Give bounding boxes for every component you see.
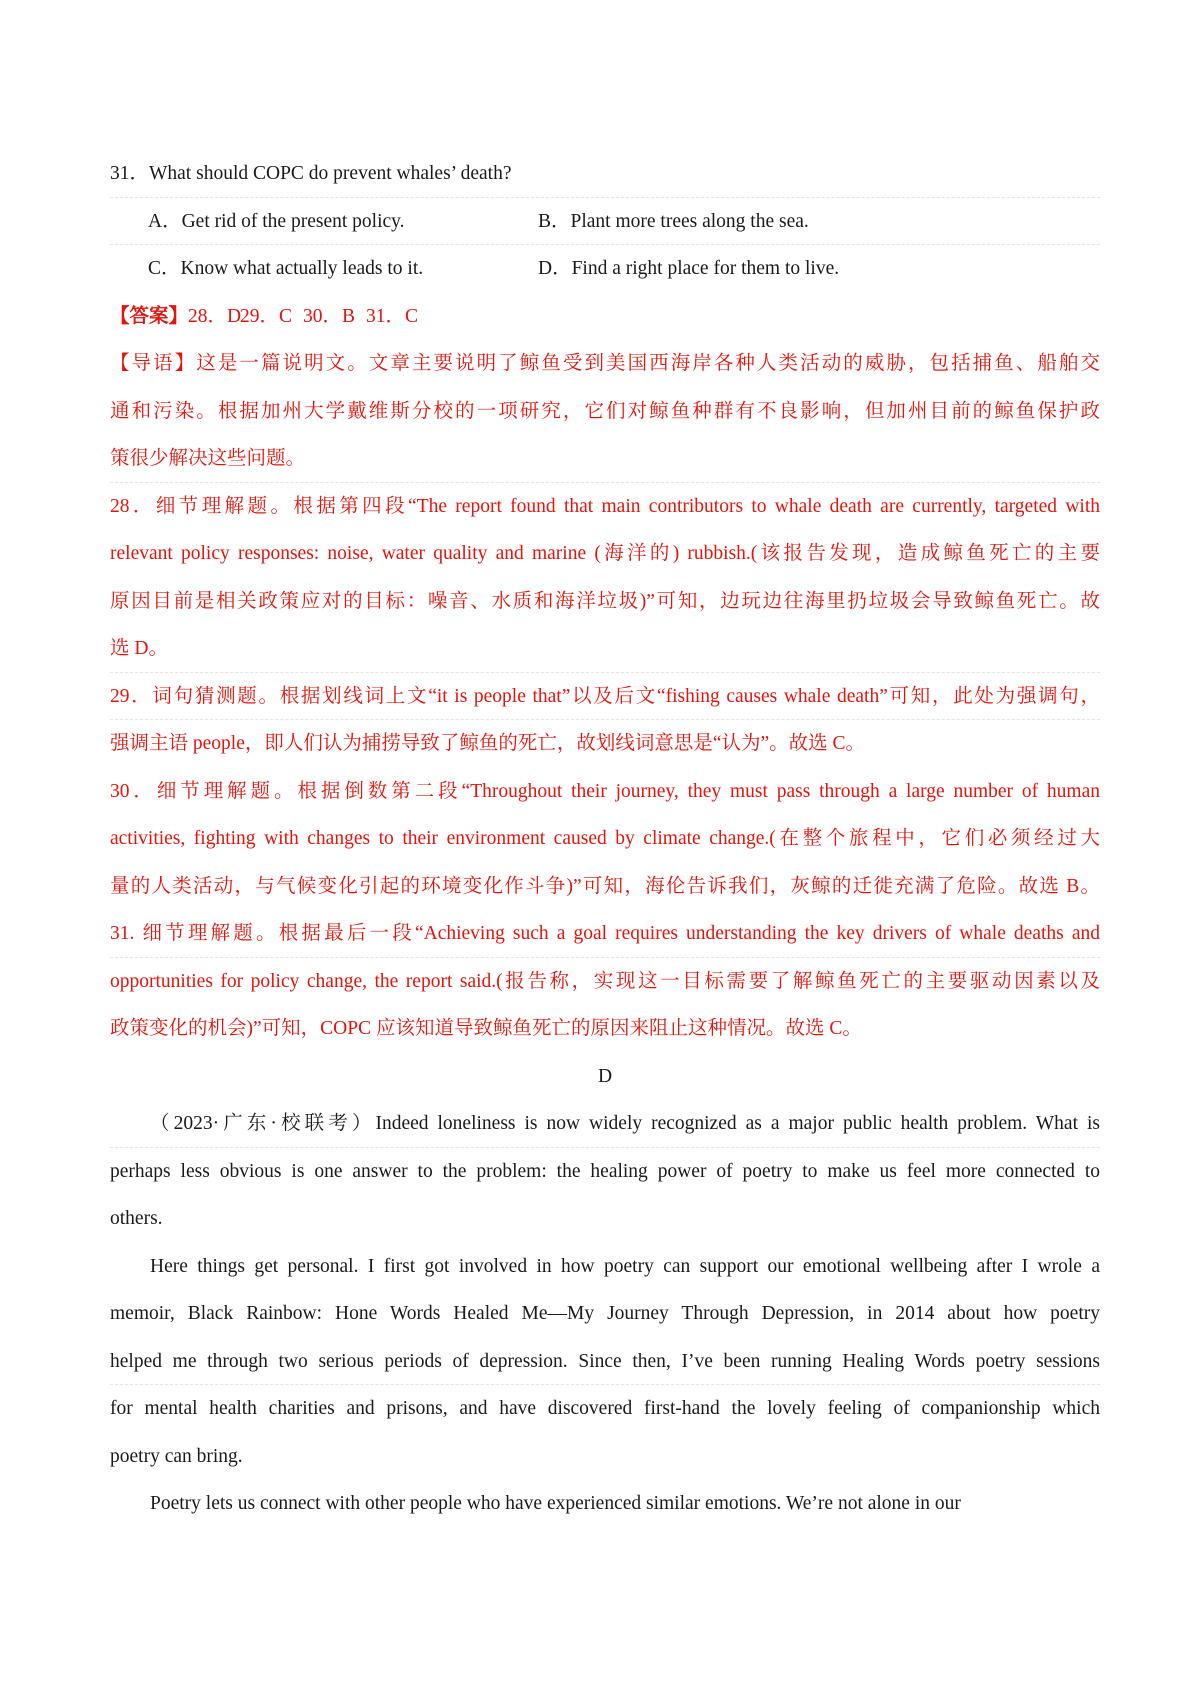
explanation-line: 政策变化的机会)”可知，COPC 应该知道导致鲸鱼死亡的原因来阻止这种情况。故选 C。 — [110, 1018, 862, 1039]
passage-paragraph-2 — [110, 1243, 1100, 1481]
passage-paragraph-3 — [110, 1480, 1100, 1528]
passage-line: Here things get personal. I first got involved in how poetry can support our emotional wellbeing after I wrole a — [150, 1255, 1100, 1277]
answer-label: 【答案】 — [110, 305, 189, 327]
guide-paragraph — [110, 340, 1100, 483]
guide-line: 策很少解决这些问题。 — [110, 435, 1100, 483]
explanation-line: activities, fighting with changes to their environment caused by climate change.(在整个旅程中，它们必须经过大 — [110, 828, 1100, 849]
answer-line — [110, 293, 1100, 341]
question-31-options-row-2 — [110, 245, 1100, 293]
explanation-line: 31. 细节理解题。根据最后一段“Achieving such a goal requires understanding the key drivers of whale deaths and — [110, 910, 1100, 958]
explanation-30 — [110, 768, 1100, 911]
answer-31: 31．C — [366, 305, 419, 327]
passage-paragraph-1 — [110, 1100, 1100, 1243]
passage-line: for mental health charities and prisons, and have discovered first-hand the lovely feeling of companionship which — [110, 1398, 1100, 1419]
explanation-line: 28．细节理解题。根据第四段“The report found that main contributors to whale death are currently, targeted with — [110, 495, 1100, 517]
explanation-line: 30．细节理解题。根据倒数第二段“Throughout their journey, they must pass through a large number of human — [110, 780, 1100, 802]
guide-line: 通和污染。根据加州大学戴维斯分校的一项研究，它们对鲸鱼种群有不良影响，但加州目前的鲸鱼保护政 — [110, 400, 1100, 422]
passage-line: helped me through two serious periods of depression. Since then, I’ve been running Healing Words poetry sessions — [110, 1338, 1100, 1386]
section-heading: D — [597, 1065, 613, 1087]
guide-line: 【导语】这是一篇说明文。文章主要说明了鲸鱼受到美国西海岸各种人类活动的威胁，包括捕鱼、船舶交 — [110, 353, 1100, 374]
document-page — [110, 150, 1100, 1528]
passage-line: Poetry lets us connect with other people who have experienced similar emotions. We’re not alone in our — [150, 1493, 961, 1514]
explanation-31 — [110, 910, 1100, 1053]
explanation-28 — [110, 483, 1100, 673]
passage-line: memoir, Black Rainbow: Hone Words Healed Me—My Journey Through Depression, in 2014 about how poetry — [110, 1303, 1100, 1324]
question-31-stem: 31．What should COPC do prevent whales’ death? — [110, 150, 1100, 198]
answer-29: 29．C — [240, 305, 293, 327]
explanation-line: 原因目前是相关政策应对的目标：噪音、水质和海洋垃圾)”可知，边玩边往海里扔垃圾会导致鲸鱼死亡。故 — [110, 590, 1100, 612]
option-a: A．Get rid of the present policy. — [148, 210, 405, 232]
option-d: D．Find a right place for them to live. — [538, 258, 840, 279]
explanation-line: 量的人类活动，与气候变化引起的环境变化作斗争)”可知，海伦告诉我们，灰鲸的迁徙充满了危险。故选 B。 — [110, 875, 1100, 897]
question-31-options-row-1 — [110, 198, 1100, 246]
answer-28: 28．D — [188, 305, 242, 327]
option-c: C．Know what actually leads to it. — [148, 258, 424, 279]
passage-line: others. — [110, 1208, 163, 1229]
explanation-line: relevant policy responses: noise, water quality and marine (海洋的) rubbish.(该报告发现，造成鲸鱼死亡的主要 — [110, 543, 1100, 564]
explanation-line: 29．词句猜测题。根据划线词上文“it is people that”以及后文“fishing causes whale death”可知，此处为强调句， — [110, 673, 1100, 721]
explanation-line: opportunities for policy change, the report said.(报告称，实现这一目标需要了解鲸鱼死亡的主要驱动因素以及 — [110, 970, 1100, 992]
explanation-line: 选 D。 — [110, 625, 1100, 673]
passage-line: （2023·广东·校联考）Indeed loneliness is now widely recognized as a major public health problem. What is — [110, 1100, 1100, 1148]
passage-line: poetry can bring. — [110, 1445, 243, 1467]
explanation-29 — [110, 673, 1100, 768]
explanation-line: 强调主语 people，即人们认为捕捞导致了鲸鱼的死亡，故划线词意思是“认为”。故选 C。 — [110, 733, 866, 754]
option-b: B．Plant more trees along the sea. — [538, 210, 809, 232]
passage-line: perhaps less obvious is one answer to the problem: the healing power of poetry to make us feel more connected to — [110, 1160, 1100, 1182]
answer-30: 30．B — [303, 305, 356, 327]
